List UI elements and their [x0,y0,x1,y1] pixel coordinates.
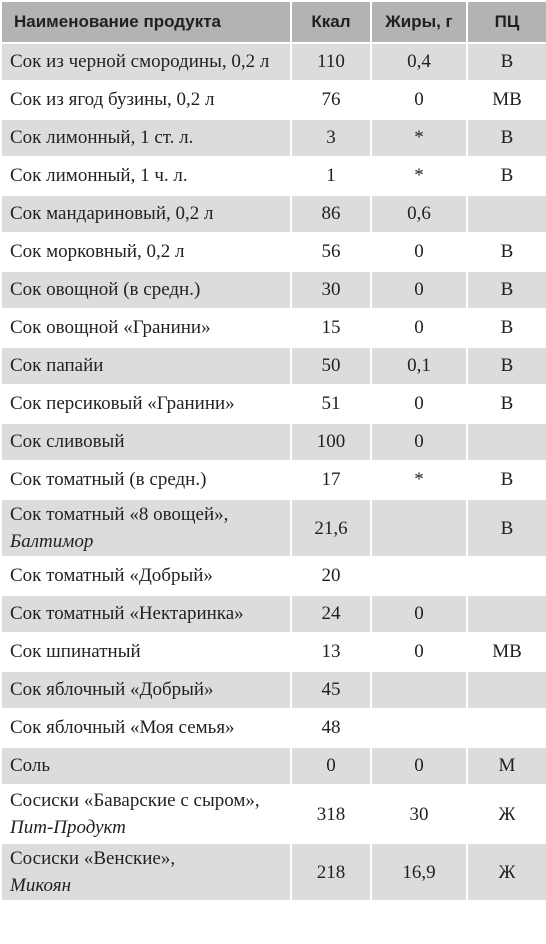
fat-cell: 0 [371,747,467,785]
product-name: Сок морковный, 0,2 л [10,241,185,262]
kcal-cell: 20 [291,557,371,595]
table-row [1,709,546,747]
pc-cell: В [467,43,546,81]
table-row [1,671,546,709]
pc-cell [467,671,546,709]
kcal-cell: 0 [291,747,371,785]
table-row [1,81,546,119]
product-brand: Пит-Продукт [10,817,126,838]
table-row [1,595,546,633]
fat-cell: 0 [371,233,467,271]
product-name-cell [1,233,291,271]
product-name: Сок персиковый «Гранини» [10,393,235,414]
column-header-fat: Жиры, г [371,1,467,43]
kcal-cell: 13 [291,633,371,671]
pc-cell: В [467,233,546,271]
pc-cell: В [467,499,546,557]
product-name: Сок шпинатный [10,641,141,662]
column-header-name: Наименование продукта [1,1,291,43]
table-row [1,423,546,461]
kcal-cell: 318 [291,785,371,843]
fat-cell: 0 [371,309,467,347]
fat-cell: * [371,461,467,499]
kcal-cell: 15 [291,309,371,347]
table-row [1,157,546,195]
product-name: Соль [10,755,51,776]
kcal-cell: 110 [291,43,371,81]
fat-cell: 30 [371,785,467,843]
table-row [1,271,546,309]
product-name-cell [1,309,291,347]
kcal-cell: 48 [291,709,371,747]
table-row [1,461,546,499]
table-row [1,633,546,671]
table-row [1,385,546,423]
product-name: Сок овощной (в средн.) [10,279,201,300]
fat-cell: * [371,119,467,157]
pc-cell [467,195,546,233]
fat-cell: 16,9 [371,843,467,901]
fat-cell [371,557,467,595]
product-name: Сок папайи [10,355,104,376]
product-name-cell [1,671,291,709]
pc-cell: Ж [467,843,546,901]
pc-cell: В [467,157,546,195]
product-name-cell [1,195,291,233]
kcal-cell: 100 [291,423,371,461]
kcal-cell: 51 [291,385,371,423]
product-name: Сок из ягод бузины, 0,2 л [10,89,215,110]
table-row [1,843,546,901]
product-brand: Балтимор [10,531,94,552]
product-name-cell [1,157,291,195]
kcal-cell: 50 [291,347,371,385]
kcal-cell: 56 [291,233,371,271]
product-name: Сок томатный «Добрый» [10,565,213,586]
fat-cell: 0 [371,385,467,423]
product-name: Сок овощной «Гранини» [10,317,211,338]
product-name: Сосиски «Венские», [10,848,176,869]
pc-cell: В [467,309,546,347]
table-row [1,557,546,595]
product-name-cell [1,557,291,595]
product-name-cell [1,423,291,461]
pc-cell: В [467,461,546,499]
product-name-cell [1,595,291,633]
kcal-cell: 76 [291,81,371,119]
fat-cell [371,671,467,709]
column-header-kcal: Ккал [291,1,371,43]
fat-cell [371,499,467,557]
product-name-cell [1,81,291,119]
product-name: Сок томатный «Нектаринка» [10,603,244,624]
table-row [1,347,546,385]
pc-cell: Ж [467,785,546,843]
fat-cell: 0 [371,423,467,461]
product-name: Сок мандариновый, 0,2 л [10,203,214,224]
product-name-cell [1,785,291,843]
table-header-row [1,1,546,43]
fat-cell: 0 [371,271,467,309]
column-header-pc: ПЦ [467,1,546,43]
product-name-cell [1,385,291,423]
kcal-cell: 24 [291,595,371,633]
pc-cell [467,557,546,595]
pc-cell [467,423,546,461]
product-name: Сок лимонный, 1 ст. л. [10,127,194,148]
product-name-cell [1,843,291,901]
pc-cell: МВ [467,81,546,119]
pc-cell: В [467,271,546,309]
product-brand: Микоян [10,875,71,896]
fat-cell: 0,6 [371,195,467,233]
table-row [1,43,546,81]
fat-cell [371,709,467,747]
pc-cell: В [467,119,546,157]
product-name: Сок лимонный, 1 ч. л. [10,165,188,186]
fat-cell: 0,1 [371,347,467,385]
table-row [1,119,546,157]
product-name: Сок томатный «8 овощей», [10,504,229,525]
kcal-cell: 3 [291,119,371,157]
kcal-cell: 86 [291,195,371,233]
pc-cell: М [467,747,546,785]
fat-cell: 0 [371,595,467,633]
table-row [1,785,546,843]
kcal-cell: 30 [291,271,371,309]
product-name-cell [1,709,291,747]
product-name: Сок яблочный «Моя семья» [10,717,235,738]
fat-cell: 0 [371,81,467,119]
product-name: Сок сливовый [10,431,125,452]
kcal-cell: 17 [291,461,371,499]
product-name-cell [1,119,291,157]
product-name-cell [1,43,291,81]
kcal-cell: 218 [291,843,371,901]
product-name-cell [1,747,291,785]
product-name: Сосиски «Баварские с сыром», [10,790,260,811]
pc-cell: МВ [467,633,546,671]
pc-cell: В [467,347,546,385]
table-row [1,499,546,557]
product-name-cell [1,499,291,557]
pc-cell: В [467,385,546,423]
kcal-cell: 21,6 [291,499,371,557]
fat-cell: 0,4 [371,43,467,81]
product-name: Сок томатный (в средн.) [10,469,207,490]
product-name: Сок яблочный «Добрый» [10,679,214,700]
table-row [1,309,546,347]
pc-cell [467,709,546,747]
product-name: Сок из черной смородины, 0,2 л [10,51,270,72]
product-name-cell [1,633,291,671]
fat-cell: 0 [371,633,467,671]
table-row [1,195,546,233]
product-name-cell [1,461,291,499]
fat-cell: * [371,157,467,195]
table-row [1,233,546,271]
product-name-cell [1,271,291,309]
pc-cell [467,595,546,633]
product-name-cell [1,347,291,385]
table-row [1,747,546,785]
kcal-cell: 45 [291,671,371,709]
kcal-cell: 1 [291,157,371,195]
